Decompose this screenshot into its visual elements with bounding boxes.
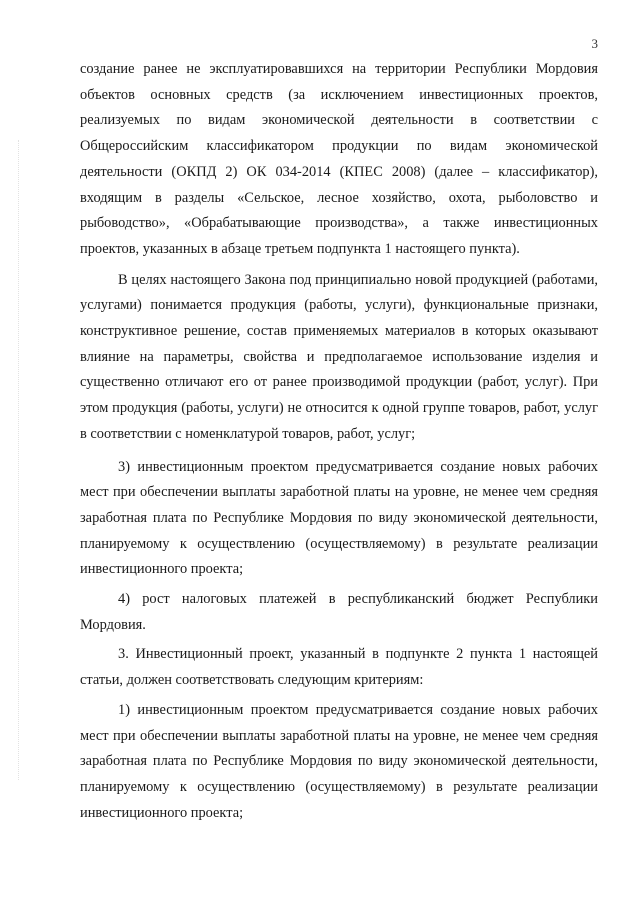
paragraph-continuation: создание ранее не эксплуатировавшихся на территории Республики Мордовия объектов основных средств (за исключением инвестиционных проектов, реализуемых по видам экономической деятельности в соответствии с Общероссийским классификатором продукции по видам экономической деятельности (ОКПД 2) ОК 034-2014 (КПЕС 2008) (далее – классификатор), входящим в разделы «Сельское, лесное хозяйство, охота, рыболовство и рыбоводство», «Обрабатывающие производства», а также инвестиционных проектов, указанных в абзаце третьем подпункта 1 настоящего пункта).: [80, 61, 598, 257]
body-text: [80, 57, 598, 826]
scan-margin-marks: [18, 140, 25, 780]
paragraph-item-3-jobs: 3) инвестиционным проектом предусматривается создание новых рабочих мест при обеспечении выплаты заработной платы на уровне, не менее чем средняя заработная плата по Республике Мордовия по виду экономической деятельности, планируемому к осуществлению (осуществляемому) в результате реализации инвестиционного проекта;: [80, 458, 598, 578]
paragraph-new-product-definition: В целях настоящего Закона под принципиально новой продукцией (работами, услугами) понимается продукция (работы, услуги), функциональные признаки, конструктивное решение, состав применяемых материалов в которых оказывают влияние на параметры, свойства и предполагаемое использование изделия и существенно отличают его от ранее производимой продукции (работ, услуг). При этом продукция (работы, услуги) не относится к одной группе товаров, работ, услуг в соответствии с номенклатурой товаров, работ, услуг;: [80, 271, 598, 442]
paragraph-criterion-1: 1) инвестиционным проектом предусматривается создание новых рабочих мест при обеспечении выплаты заработной платы на уровне, не менее чем средняя заработная плата по Республике Мордовия по виду экономической деятельности, планируемому к осуществлению (осуществляемому) в результате реализации инвестиционного проекта;: [80, 701, 598, 821]
paragraph-item-4-tax-growth: 4) рост налоговых платежей в республиканский бюджет Республики Мордовия.: [80, 591, 598, 633]
paragraph-section-3: 3. Инвестиционный проект, указанный в подпункте 2 пункта 1 настоящей статьи, должен соответствовать следующим критериям:: [80, 646, 598, 689]
page-number: 3: [591, 36, 598, 51]
